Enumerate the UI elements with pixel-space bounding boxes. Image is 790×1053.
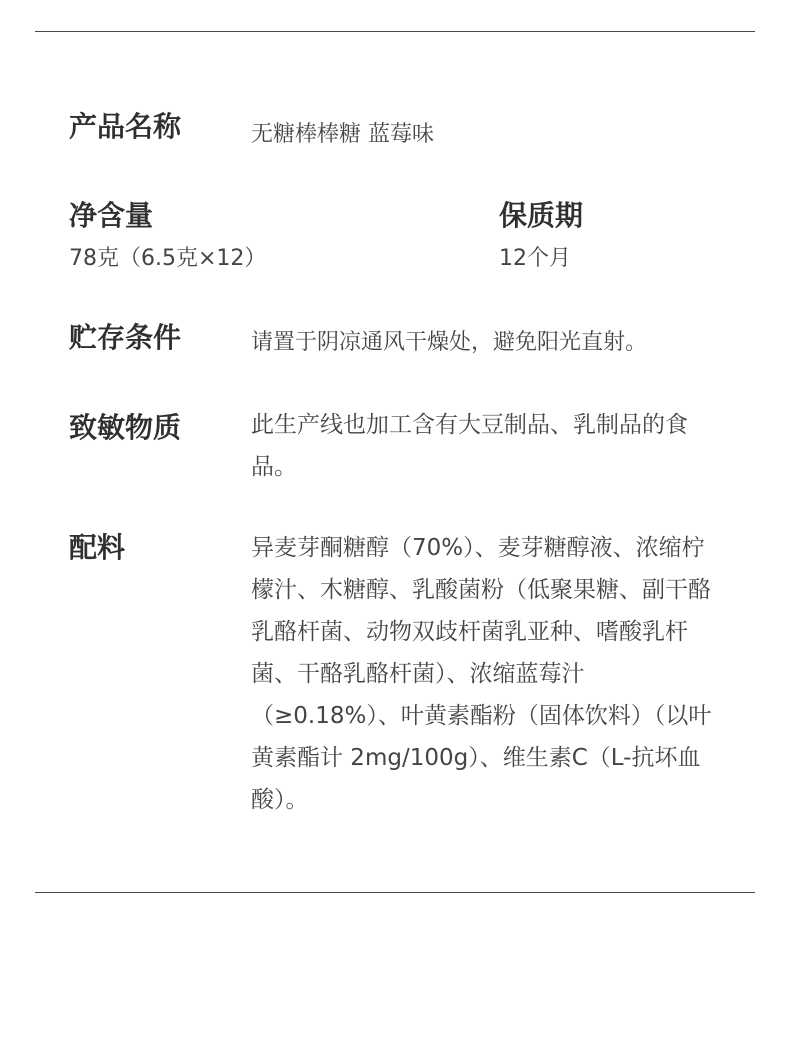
storage-value: 请置于阴凉通风干燥处，避免阳光直射。	[251, 330, 648, 355]
product-name-value: 无糖棒棒糖 蓝莓味	[251, 122, 434, 147]
ingredients-label: 配料	[69, 531, 126, 564]
bottom-divider	[35, 892, 755, 893]
product-name-label: 产品名称	[69, 110, 182, 143]
ingredients-value: 异麦芽酮糖醇（70%）、麦芽糖醇液、浓缩柠檬汁、木糖醇、乳酸菌粉（低聚果糖、副干酪乳酪杆菌、动物双歧杆菌乳亚种、嗜酸乳杆菌、干酪乳酪杆菌）、浓缩蓝莓汁（≥0.18%）、叶黄素酯粉（固体饮料）（以叶黄素酯计 2mg/100g）、维生素C（L-抗坏血酸）。	[251, 535, 712, 813]
allergens-label: 致敏物质	[69, 411, 182, 444]
net-content-label: 净含量	[69, 199, 154, 232]
shelf-life-value: 12个月	[499, 246, 571, 271]
net-content-value: 78克（6.5克×12）	[69, 246, 267, 271]
storage-label: 贮存条件	[69, 321, 182, 354]
allergens-value: 此生产线也加工含有大豆制品、乳制品的食品。	[251, 412, 688, 480]
top-divider	[35, 31, 755, 32]
shelf-life-label: 保质期	[499, 199, 584, 232]
